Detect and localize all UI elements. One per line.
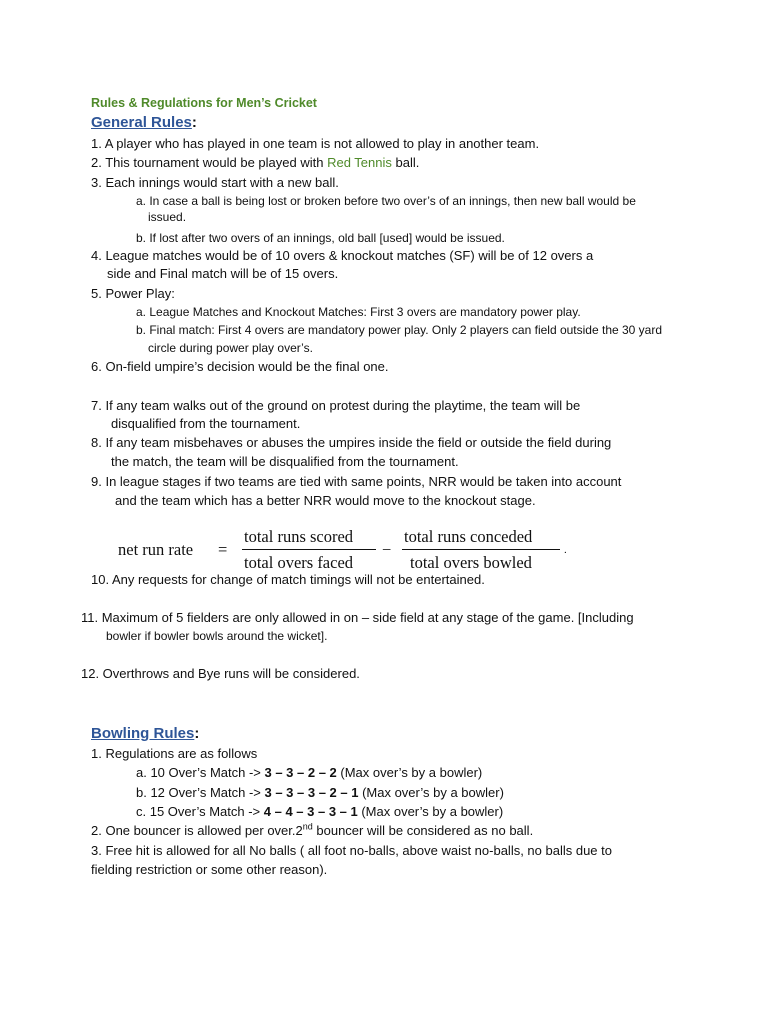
rule-5: 5. Power Play: [91,286,175,301]
bowling-rule-2 [91,823,533,839]
fraction-bar-1 [242,549,376,550]
formula-equals: = [218,540,228,559]
rule-12: 12. Overthrows and Bye runs will be considered. [81,666,360,681]
heading-colon: : [191,114,197,131]
bowling-rule-2-suffix: bouncer will be considered as no ball. [312,823,534,838]
rule-11-line-1: 11. Maximum of 5 fielders are only allowed in on – side field at any stage of the game. [Including [81,610,634,625]
rule-4-line-1: 4. League matches would be of 10 overs & knockout matches (SF) will be of 12 overs a [91,248,594,263]
rule-7-line-2: disqualified from the tournament. [111,416,301,431]
rule-5b-line-2: circle during power play over’s. [148,341,313,355]
formula-lhs: net run rate [118,540,194,559]
bowling-rule-1b-note: (Max over’s by a bowler) [358,785,504,800]
bowling-rule-2-text: 2. One bouncer is allowed per over.2 [91,823,303,838]
general-rules-heading [91,114,197,132]
rule-11-line-2: bowler if bowler bowls around the wicket]. [106,629,328,643]
formula-period: . [564,544,567,556]
superscript-nd: nd [302,821,313,832]
heading-colon: : [194,725,200,742]
bowling-rule-1c-text: c. 15 Over’s Match -> [136,804,264,819]
formula-numerator-1: total runs scored [244,527,354,546]
red-tennis-highlight: Red Tennis [327,155,392,170]
bowling-rule-1b [136,785,504,801]
bowling-rule-1c-note: (Max over’s by a bowler) [357,804,504,819]
rule-1: 1. A player who has played in one team is not allowed to play in another team. [91,136,540,151]
rule-8-line-1: 8. If any team misbehaves or abuses the umpires inside the field or outside the field during [91,435,612,450]
bowling-rule-1a-note: (Max over’s by a bowler) [336,765,483,780]
rule-3a-line-1: a. In case a ball is being lost or broken before two over’s of an innings, then new ball would be [136,194,636,208]
bowling-rules-heading-text: Bowling Rules [91,725,195,742]
rule-7-line-1: 7. If any team walks out of the ground on protest during the playtime, the team will be [91,398,581,413]
rule-9-line-2: and the team which has a better NRR would move to the knockout stage. [115,493,536,508]
formula-minus: − [382,540,392,559]
bowling-rule-1b-quota: 3 – 3 – 3 – 2 – 1 [264,785,359,800]
rule-2-text: 2. This tournament would be played with [91,155,328,170]
bowling-rule-3-line-2: fielding restriction or some other reason). [91,862,328,877]
bowling-rule-1b-text: b. 12 Over’s Match -> [136,785,265,800]
bowling-rule-1a-text: a. 10 Over’s Match -> [136,765,265,780]
rule-3: 3. Each innings would start with a new ball. [91,175,339,190]
rule-2-suffix: ball. [391,155,420,170]
rule-3b: b. If lost after two overs of an innings, old ball [used] would be issued. [136,231,505,245]
rule-5a: a. League Matches and Knockout Matches: First 3 overs are mandatory power play. [136,305,581,319]
rule-8-line-2: the match, the team will be disqualified from the tournament. [111,454,459,469]
bowling-rule-1a-quota: 3 – 3 – 2 – 2 [264,765,337,780]
rule-6: 6. On-field umpire’s decision would be the final one. [91,359,389,374]
bowling-rule-1c-quota: 4 – 4 – 3 – 3 – 1 [263,804,358,819]
formula-denominator-1: total overs faced [244,553,354,572]
rule-2 [91,155,419,171]
nrr-formula [118,524,568,572]
bowling-rule-1: 1. Regulations are as follows [91,746,258,761]
document-title: Rules & Regulations for Men’s Cricket [91,96,317,110]
bowling-rule-1a [136,765,482,781]
rule-4-line-2: side and Final match will be of 15 overs. [107,266,339,281]
formula-denominator-2: total overs bowled [410,553,532,572]
rule-5b-line-1: b. Final match: First 4 overs are mandatory power play. Only 2 players can field outside the 30 yard [136,323,663,337]
rule-10: 10. Any requests for change of match timings will not be entertained. [91,572,485,587]
rule-9-line-1: 9. In league stages if two teams are tied with same points, NRR would be taken into account [91,474,622,489]
fraction-bar-2 [402,549,560,550]
bowling-rules-heading [91,725,199,743]
general-rules-heading-text: General Rules [91,114,192,131]
bowling-rule-3-line-1: 3. Free hit is allowed for all No balls ( all foot no-balls, above waist no-balls, no balls due to [91,843,612,858]
bowling-rule-1c [136,804,503,820]
formula-numerator-2: total runs conceded [404,527,533,546]
rule-3a-line-2: issued. [148,210,187,224]
